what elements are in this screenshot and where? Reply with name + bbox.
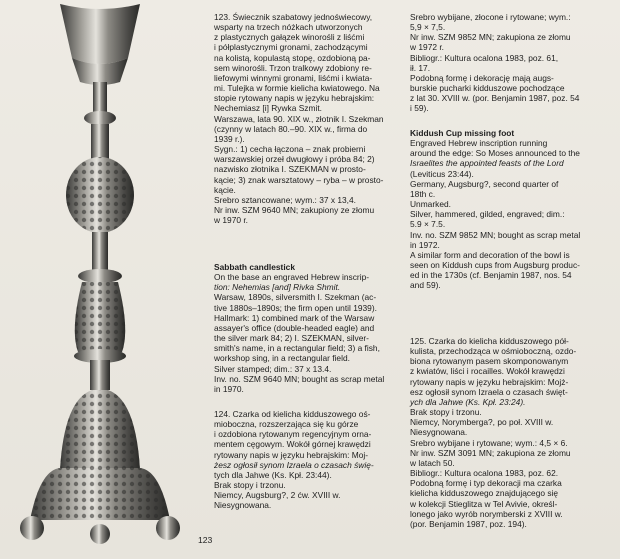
text-line: burskie pucharki kidduszowe pochodzące xyxy=(410,83,565,94)
text-line: kulista, przechodząca w ośmioboczną, ozdo- xyxy=(410,346,577,357)
text-line: sem winorośli. Trzon tralkowy zdobiony re- xyxy=(214,62,372,73)
entry-123-polish xyxy=(214,12,384,225)
text-line: i ozdobiona rytowanym regencyjnym orna- xyxy=(214,429,372,440)
text-line: Nechemiasz [i] Rywka Szmit. xyxy=(214,103,322,114)
text-line: Unmarked. xyxy=(410,199,451,210)
text-line: ed in the 1730s (cf. Benjamin 1987, nos. 54 xyxy=(410,270,572,281)
text-line: workshop sing, in a rectangular field. xyxy=(214,353,350,364)
text-line: seen on Kiddush cups from Augsburg produc- xyxy=(410,260,580,271)
text-line: Niemcy, Norymberga?, po poł. XVIII w. xyxy=(410,417,554,428)
text-line: esz ogłosił synom Izraela o czasach święt- xyxy=(410,386,568,397)
entry-124-polish xyxy=(214,409,374,511)
text-line: z lat 30. XVIII w. (por. Benjamin 1987, poz. 54 xyxy=(410,93,580,104)
entry-kiddush-cup-english xyxy=(410,128,580,291)
text-line: warszawskiej orzeł dwugłowy i próba 84; 2) xyxy=(214,154,375,165)
text-line: w 1970 r. xyxy=(214,215,248,226)
text-line: biona rytowanym pasem skomponowanym xyxy=(410,356,569,367)
text-line: Bibliogr.: Kultura ocalona 1983, poz. 61, xyxy=(410,52,559,63)
text-line: Bibliogr.: Kultura ocalona 1983, poz. 62. xyxy=(410,468,559,479)
text-line: Nr inw. SZM 9852 MN; zakupiona ze złomu xyxy=(410,32,571,43)
text-line: kielicha kidduszowego znajdującego się xyxy=(410,488,559,499)
text-line: Hallmark: 1) combined mark of the Warsaw xyxy=(214,312,375,323)
text-line: 5,9 × 7,5. xyxy=(410,22,446,33)
text-line: Brak stopy i trzonu. xyxy=(410,407,482,418)
text-line: Niemcy, Augsburg?, 2 ćw. XVIII w. xyxy=(214,490,341,501)
text-line: Niesygnowana. xyxy=(214,500,272,511)
text-line: nazwisko złotnika I. SZEKMAN w prosto- xyxy=(214,164,366,175)
text-line: lonego jako wyrób norymberski z XVIII w. xyxy=(410,508,563,519)
text-line: A similar form and decoration of the bowl is xyxy=(410,249,570,260)
text-line: in 1972. xyxy=(410,239,440,250)
text-line: Podobną formę i typ dekoracji ma czarka xyxy=(410,478,562,489)
text-line: ił. 17. xyxy=(410,62,431,73)
text-line: 1939 r.). xyxy=(214,133,245,144)
text-line: rytowany napis w języku hebrajskim: Mojż- xyxy=(410,376,569,387)
text-line: rytowany napis w języku hebrajskim: Moj- xyxy=(214,449,369,460)
text-line: w latach 50. xyxy=(410,457,455,468)
text-line: mentem cęgowym. Wokół górnej krawędzi xyxy=(214,439,371,450)
text-line: mioboczna, rozszerzająca się ku górze xyxy=(214,419,359,430)
text-line: stopie rytowany napis w języku hebrajskim: xyxy=(214,93,375,104)
text-line: in 1970. xyxy=(214,383,244,394)
text-line: kącie. xyxy=(214,184,236,195)
text-line: Srebro sztancowane; wym.: 37 x 13,4. xyxy=(214,194,356,205)
text-line: wsparty na trzech nóżkach utworzonych xyxy=(214,22,363,33)
entry-125-polish xyxy=(410,336,576,529)
text-line: Warsaw, 1890s, silversmith I. Szekman (ac- xyxy=(214,292,377,303)
text-line: 18th c. xyxy=(410,188,436,199)
text-line: Inv. no. SZM 9852 MN; bought as scrap metal xyxy=(410,229,581,240)
entry-123-english xyxy=(214,262,384,394)
text-line: Sygn.: 1) cecha łączona – znak probierni xyxy=(214,144,366,155)
text-line: tych dla Jahwe (Ks. Kpł. 23:44). xyxy=(214,469,332,480)
entry-122-continued xyxy=(410,12,579,114)
text-line: żesz ogłosił synom Izraela o czasach świę- xyxy=(214,459,374,470)
text-line: tion: Nehemias [and] Rivka Shmit. xyxy=(214,282,341,293)
text-line: around the edge: So Moses announced to the xyxy=(410,148,580,159)
text-line: Inv. no. SZM 9640 MN; bought as scrap metal xyxy=(214,373,385,384)
text-line: 5.9 × 7.5. xyxy=(410,219,446,230)
text-line: 123. Świecznik szabatowy jednoświecowy, xyxy=(214,12,373,22)
entry-heading: Kiddush Cup missing foot xyxy=(410,128,515,138)
text-line: liefowymi winnymi gronami, liśćmi i kwiata- xyxy=(214,72,373,83)
page-number: 123 xyxy=(198,535,213,545)
text-line: i 59). xyxy=(410,103,429,114)
text-line: On the base an engraved Hebrew inscrip- xyxy=(214,272,370,283)
candlestick-photo xyxy=(0,0,205,559)
text-line: (por. Benjamin 1987, poz. 194). xyxy=(410,518,527,529)
text-line: Niesygnowana. xyxy=(410,427,468,438)
text-line: 125. Czarka do kielicha kidduszowego pół- xyxy=(410,336,569,346)
text-line: Brak stopy i trzonu. xyxy=(214,480,286,491)
text-line: w 1972 r. xyxy=(410,42,444,53)
entry-heading: Sabbath candlestick xyxy=(214,262,295,272)
text-line: Podobną formę i dekorację mają augs- xyxy=(410,72,554,83)
text-line: z kwiatów, liści i rocailles. Wokół krawędzi xyxy=(410,366,565,377)
text-line: tive 1880s–1890s; the firm open until 1939). xyxy=(214,302,377,313)
text-line: i półplastycznymi gronami, zachodzącymi xyxy=(214,42,368,53)
text-line: mi. Tulejka w formie kielicha kwiatowego. Na xyxy=(214,83,380,94)
text-line: (czynny w latach 80.–90. XIX w., firma do xyxy=(214,123,368,134)
text-line: Israelites the appointed feasts of the Lord xyxy=(410,158,564,169)
text-line: ych dla Jahwe (Ks. Kpł. 23:24). xyxy=(410,396,526,407)
text-line: the silver mark 84; 2) I. SZEKMAN, silver- xyxy=(214,333,369,344)
text-line: assayer's office (double-headed eagle) and xyxy=(214,322,375,333)
text-line: smith's name, in a rectangular field; 3) a fish, xyxy=(214,343,380,354)
text-line: z plastycznych gałązek winorośli z liśćmi xyxy=(214,32,365,43)
text-line: Silver, hammered, gilded, engraved; dim.: xyxy=(410,209,565,220)
text-line: Germany, Augsburg?, second quarter of xyxy=(410,178,559,189)
text-line: Nr inw. SZM 3091 MN; zakupiona ze złomu xyxy=(410,447,571,458)
text-line: w kolekcji Stieglitza w Tel Avivie, określ- xyxy=(410,498,558,509)
text-line: Nr inw. SZM 9640 MN; zakupiony ze złomu xyxy=(214,204,375,215)
text-line: Srebro wybijane, złocone i rytowane; wym.: xyxy=(410,12,571,22)
text-line: 124. Czarka od kielicha kidduszowego oś- xyxy=(214,409,371,419)
text-line: (Leviticus 23:44). xyxy=(410,168,474,179)
text-line: Srebro wybijane i rytowane; wym.: 4,5 × 6. xyxy=(410,437,568,448)
text-line: na kolistą, kopulastą stopę, ozdobioną pa- xyxy=(214,52,371,63)
text-line: Warszawa, lata 90. XIX w., złotnik I. Szekman xyxy=(214,113,384,124)
text-line: kącie; 3) znak warsztatowy – ryba – w prosto- xyxy=(214,174,384,185)
text-line: Silver stamped; dim.: 37 x 13.4. xyxy=(214,363,332,374)
text-line: Engraved Hebrew inscription running xyxy=(410,138,548,149)
text-line: and 59). xyxy=(410,280,441,291)
